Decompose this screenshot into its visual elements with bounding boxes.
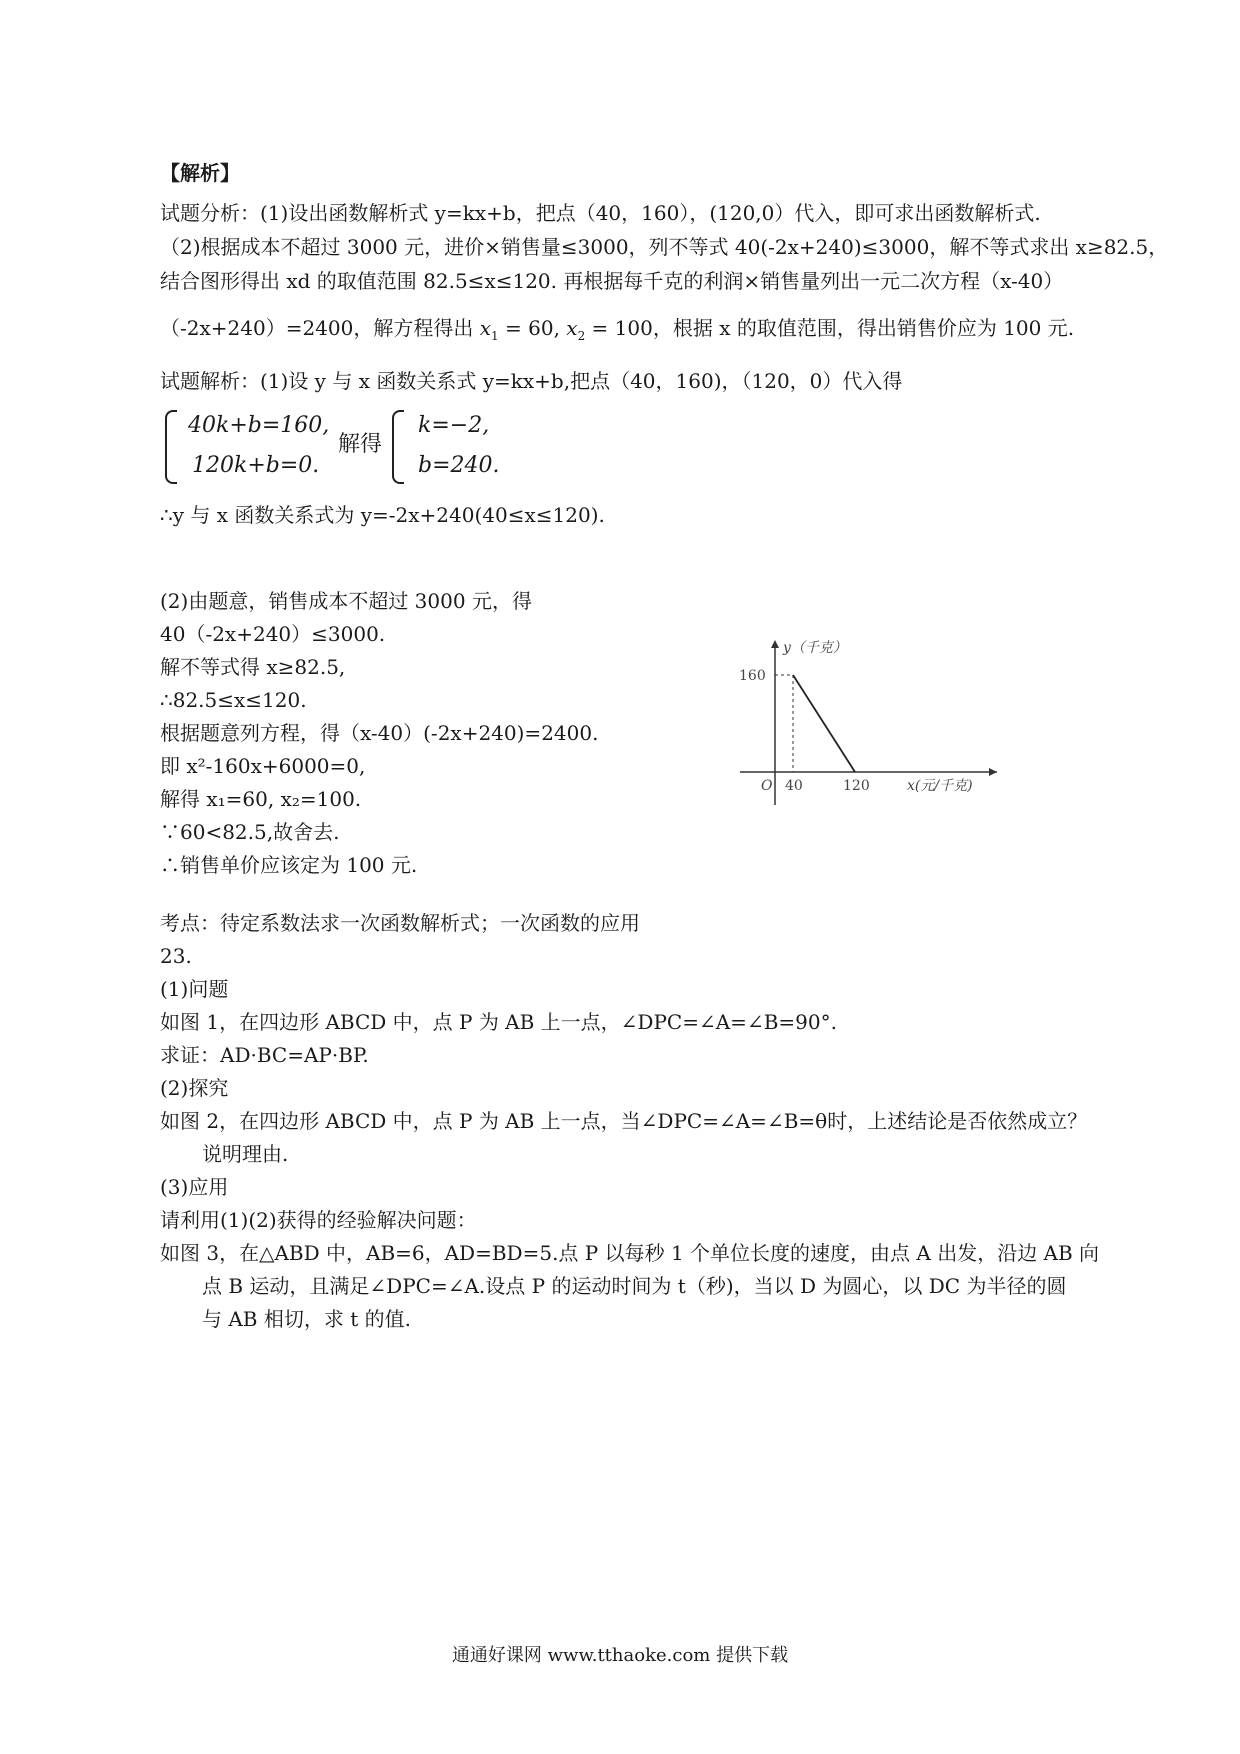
idea-text-4a: （-2x+240）=2400，解方程得出 (160, 316, 480, 340)
system-brace-left (165, 410, 177, 484)
x-axis-label: x(元/千克) (907, 778, 973, 794)
part2-line: 即 x²-160x+6000=0, (160, 754, 366, 778)
q23-line: (1)问题 (160, 977, 229, 1001)
x2-symbol: x (566, 316, 578, 340)
kaodian: 考点：待定系数法求一次函数解析式；一次函数的应用 (160, 911, 640, 935)
part2-line: 解得 x₁=60, x₂=100. (160, 787, 362, 811)
x2-value: = 100 (585, 316, 653, 340)
system-brace-right (392, 410, 404, 484)
system-sol1: k=−2, (418, 413, 490, 438)
q23-line: (2)探究 (160, 1076, 229, 1100)
y-axis-label: y（千克） (783, 640, 847, 656)
part2-line: (2)由题意，销售成本不超过 3000 元，得 (160, 589, 532, 613)
analysis-heading: 【解析】 (160, 161, 240, 185)
x2-subscript: 2 (577, 329, 586, 343)
function-graph (735, 630, 1005, 810)
idea-text-1: (1)设出函数解析式 y=kx+b，把点（40，160），(120,0）代入，即可求出函数解析式. (260, 201, 1041, 225)
q23-line: 与 AB 相切，求 t 的值. (202, 1307, 411, 1331)
system-eq2: 120k+b=0. (192, 453, 320, 478)
idea-text-4b: ，根据 x 的取值范围，得出销售价应为 100 元. (652, 316, 1075, 340)
q23-line: (3)应用 (160, 1175, 229, 1199)
tick-120: 120 (843, 778, 870, 794)
y-axis-arrow (771, 640, 779, 648)
q23-line: 如图 3，在△ABD 中，AB=6，AD=BD=5.点 P 以每秒 1 个单位长度的速度，由点 A 出发，沿边 AB 向 (160, 1241, 1100, 1265)
analysis-idea-line2: （2)根据成本不超过 3000 元，进价×销售量≤3000，列不等式 40(-2x+240)≤3000，解不等式求出 x≥82.5， (160, 235, 1169, 259)
x-axis-arrow (989, 768, 997, 776)
part2-line: 解不等式得 x≥82.5, (160, 655, 346, 679)
solution-text-1: (1)设 y 与 x 函数关系式 y=kx+b,把点（40，160)，（120，0）代入得 (260, 369, 903, 393)
solution-line1 (160, 368, 902, 394)
tick-40: 40 (785, 778, 803, 794)
analysis-idea-line1 (160, 200, 1041, 226)
page-footer: 通通好课网 www.tthaoke.com 提供下载 (451, 1645, 789, 1666)
system-sol2: b=240. (418, 453, 500, 478)
part2-line: ∴销售单价应该定为 100 元. (160, 853, 418, 877)
solution-result: ∴y 与 x 函数关系式为 y=-2x+240(40≤x≤120). (160, 503, 605, 527)
origin-label: O (761, 778, 773, 794)
idea-label: 试题分析： (160, 201, 260, 225)
q23-line: 请利用(1)(2)获得的经验解决问题： (160, 1208, 477, 1232)
system-eq1: 40k+b=160, (188, 413, 330, 438)
analysis-idea-line3: 结合图形得出 xd 的取值范围 82.5≤x≤120. 再根据每千克的利润×销售量列出一元二次方程（x-40） (160, 269, 1064, 293)
tick-160: 160 (739, 668, 766, 684)
q23-line: 求证：AD·BC=AP·BP. (160, 1043, 369, 1067)
solution-label: 试题解析： (160, 369, 260, 393)
function-graph-svg (735, 630, 1005, 810)
function-line (793, 675, 855, 772)
part2-line: ∴82.5≤x≤120. (160, 688, 307, 712)
part2-line: 根据题意列方程，得（x-40）(-2x+240)=2400. (160, 721, 599, 745)
part2-line: 40（-2x+240）≤3000. (160, 622, 386, 646)
q23-line: 点 B 运动，且满足∠DPC=∠A.设点 P 的运动时间为 t（秒)，当以 D 为圆心，以 DC 为半径的圆 (202, 1274, 1067, 1298)
part2-line: ∵60<82.5,故舍去. (160, 820, 340, 844)
q23-line: 如图 1，在四边形 ABCD 中，点 P 为 AB 上一点，∠DPC=∠A=∠B=90°. (160, 1010, 837, 1034)
x1-subscript: 1 (491, 329, 499, 343)
x1-value: = 60, (498, 316, 567, 340)
analysis-idea-line4 (160, 315, 1074, 349)
q23-number: 23. (160, 944, 192, 968)
q23-line: 如图 2，在四边形 ABCD 中，点 P 为 AB 上一点，当∠DPC=∠A=∠B=θ时，上述结论是否依然成立？ (160, 1109, 1088, 1133)
x1-symbol: x (479, 316, 491, 340)
q23-line: 说明理由. (202, 1142, 289, 1166)
system-solve-word: 解得 (338, 432, 383, 457)
